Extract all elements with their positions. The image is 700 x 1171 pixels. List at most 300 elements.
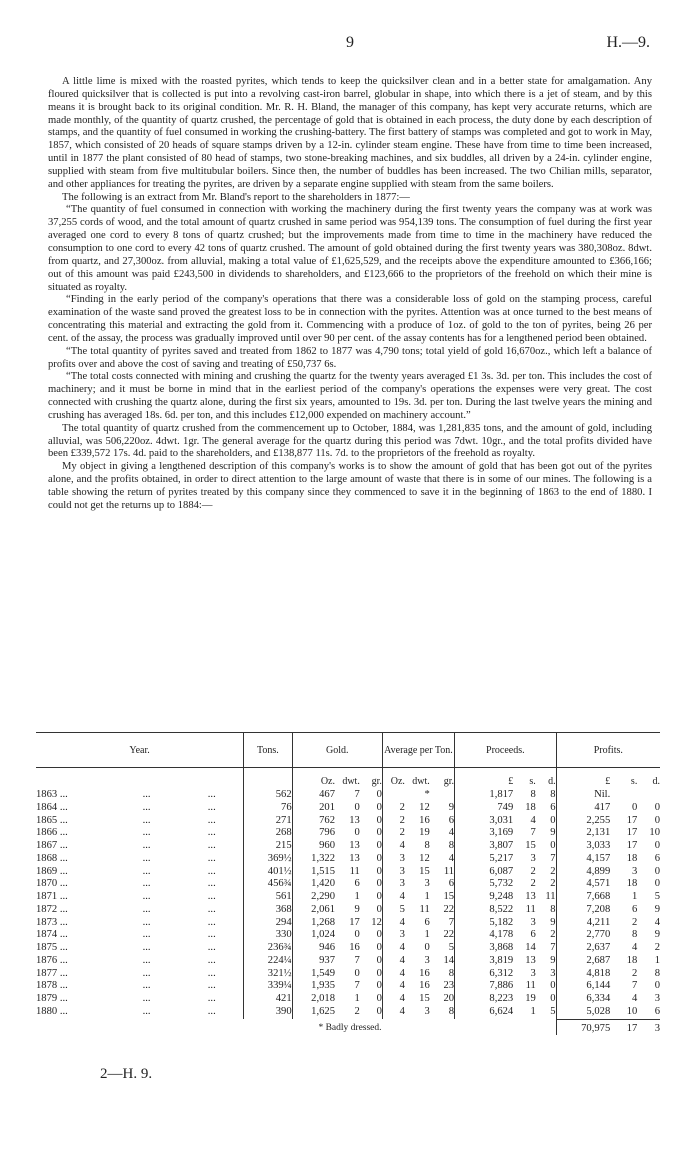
cell-p-s: 11: [525, 980, 536, 992]
cell-a-dwt: 15: [419, 993, 430, 1004]
cell-f-l: 2,770: [556, 929, 610, 942]
cell-g-oz: 1,024: [292, 929, 335, 942]
cell-year: 1874 ...: [36, 929, 68, 941]
cell-f-l: 7,208: [556, 904, 610, 917]
cell-g-gr: 0: [376, 801, 382, 813]
cell-g-dwt: 13: [349, 814, 360, 826]
cell-a-gr: 22: [443, 903, 455, 915]
table-row: [36, 802, 660, 815]
cell-a-oz: 4: [382, 993, 405, 1006]
cell-g-oz: 1,268: [292, 917, 335, 930]
cell-p-d: 8: [550, 789, 556, 800]
cell-g-dwt: 7: [354, 789, 360, 800]
cell-dots2: ...: [207, 852, 216, 864]
cell-p-d: 0: [550, 993, 556, 1004]
cell-p-l: 3,169: [455, 827, 514, 840]
cell-p-l: 3,031: [455, 815, 514, 828]
cell-dots2: ...: [207, 980, 216, 992]
cell-f-l: 6,334: [556, 993, 610, 1006]
cell-p-s: 8: [530, 789, 536, 800]
cell-dots2: ...: [207, 814, 216, 826]
cell-dots1: ...: [142, 865, 151, 877]
unit: s.: [529, 776, 536, 788]
cell-dots1: ...: [142, 852, 151, 864]
cell-g-oz: 960: [292, 840, 335, 853]
cell-year: 1871 ...: [36, 891, 68, 902]
cell-g-gr: 0: [376, 891, 382, 902]
cell-a-oz: 3: [382, 929, 405, 942]
cell-f-d: [637, 789, 660, 802]
cell-g-gr: 0: [376, 878, 382, 890]
table-header-row: [36, 733, 660, 768]
cell-dots1: ...: [142, 891, 151, 902]
cell-tons: 321½: [244, 968, 293, 981]
cell-p-s: 7: [530, 827, 536, 839]
cell-f-s: 18: [626, 852, 638, 864]
cell-year: 1866 ...: [36, 827, 68, 839]
cell-f-d: 0: [654, 878, 660, 890]
header-average: Average per Ton.: [382, 733, 454, 768]
cell-tons: 401½: [244, 866, 293, 879]
cell-p-s: 2: [530, 865, 536, 877]
cell-f-d: 6: [654, 1005, 660, 1017]
cell-a-oz: 4: [382, 942, 405, 955]
cell-year: 1872 ...: [36, 903, 68, 915]
cell-p-d: 5: [550, 1006, 556, 1017]
cell-f-d: 8: [654, 967, 660, 979]
unit: d.: [548, 776, 556, 788]
cell-p-l: 6,312: [455, 968, 514, 981]
paragraph-fuel: “The quantity of fuel consumed in connection with working the machinery during the first twenty years the company was at work was 37,255 cords of wood, and the total amount of quartz crushed in same period was 954,139 tons. The consumption of fuel during the first year averaged one cord to every 8 tons of quartz crushed; but the improvements made from time to time in the machinery have reduced the consumption to one cord to every 42 tons of quartz crushed. The amount of gold obtained during the first twenty years was 380,308oz. 8dwt. from quartz, and 27,300oz. from alluvial, making a total value of £1,625,529, and the receipts above the expenditure amounted to £366,166; out of this amount was paid £243,500 in dividends to shareholders, and £123,666 to the proprietors of the freehold on which their mine is situated as royalty.: [48, 204, 652, 293]
cell-g-gr: 0: [376, 789, 382, 800]
unit: dwt.: [342, 776, 360, 788]
cell-p-l: 4,178: [455, 929, 514, 942]
cell-f-d: 9: [654, 929, 660, 941]
cell-p-d: 2: [550, 865, 556, 877]
cell-f-s: 8: [632, 929, 638, 941]
cell-dots2: ...: [207, 878, 216, 890]
cell-dots2: ...: [207, 840, 216, 851]
cell-p-l: 3,868: [455, 942, 514, 955]
cell-year: 1864 ...: [36, 801, 68, 813]
cell-dots1: ...: [142, 814, 151, 826]
cell-year: 1875 ...: [36, 942, 68, 953]
cell-a-gr: 5: [448, 942, 455, 953]
cell-g-oz: 796: [292, 827, 335, 840]
cell-a-dwt: 16: [419, 814, 430, 826]
table-row: [36, 904, 660, 917]
cell-a-gr: 6: [448, 878, 455, 890]
cell-dots2: ...: [207, 801, 216, 813]
cell-year: 1870 ...: [36, 878, 68, 890]
cell-dots2: ...: [207, 916, 216, 928]
units-row: [36, 768, 660, 790]
cell-p-s: 19: [525, 993, 536, 1004]
cell-dots2: ...: [207, 967, 216, 979]
cell-p-s: 3: [530, 967, 536, 979]
cell-f-d: 0: [654, 865, 660, 877]
cell-f-s: 1: [632, 891, 638, 902]
cell-a-dwt: 6: [424, 916, 430, 928]
cell-a-gr: [430, 789, 455, 802]
cell-p-l: 5,732: [455, 878, 514, 891]
cell-g-gr: 0: [376, 954, 382, 966]
cell-f-d: 0: [654, 814, 660, 826]
cell-a-gr: 8: [448, 840, 455, 851]
cell-g-gr: 0: [376, 840, 382, 851]
cell-year: 1877 ...: [36, 967, 68, 979]
cell-g-gr: 0: [376, 865, 382, 877]
header-year: Year.: [36, 733, 244, 768]
cell-a-oz: 3: [382, 878, 405, 891]
cell-f-l: 2,637: [556, 942, 610, 955]
cell-f-l: 417: [556, 802, 610, 815]
table-row: [36, 891, 660, 904]
cell-f-d: 10: [649, 827, 660, 839]
cell-a-dwt: *: [424, 789, 430, 800]
cell-dots1: ...: [142, 916, 151, 928]
cell-p-l: 1,817: [455, 789, 514, 802]
cell-dots1: ...: [142, 878, 151, 890]
cell-p-s: 1: [530, 1006, 536, 1017]
cell-g-oz: 1,420: [292, 878, 335, 891]
header-tons: Tons.: [244, 733, 293, 768]
cell-tons: 421: [244, 993, 293, 1006]
cell-p-d: 9: [550, 827, 556, 839]
cell-a-dwt: 11: [419, 903, 430, 915]
cell-g-dwt: 1: [354, 891, 360, 902]
cell-a-oz: 4: [382, 891, 405, 904]
cell-p-l: 6,624: [455, 1006, 514, 1019]
paragraph-extract-intro: The following is an extract from Mr. Bland's report to the shareholders in 1877:—: [62, 191, 410, 203]
cell-p-l: 6,087: [455, 866, 514, 879]
unit: £: [455, 768, 514, 790]
paragraph-object: My object in giving a lengthened description of this company's works is to show the amount of gold that has been got out of the pyrites alone, and the profits obtained, in order to direct attention to the large amount of waste that there is in some of our mines. The following is a table showing the return of pyrites treated by this company since they commenced to save it in the beginning of 1863 to the end of 1880. I could not get the returns up to 1884:—: [48, 461, 652, 511]
cell-a-dwt: 12: [419, 801, 430, 813]
cell-g-dwt: 11: [349, 865, 360, 877]
cell-p-s: 3: [530, 916, 536, 928]
cell-a-gr: 20: [443, 993, 455, 1004]
cell-tons: 76: [244, 802, 293, 815]
cell-p-s: 13: [525, 891, 536, 902]
cell-p-s: 15: [525, 840, 536, 851]
cell-tons: 268: [244, 827, 293, 840]
cell-year: 1873 ...: [36, 916, 68, 928]
cell-g-gr: 0: [376, 814, 382, 826]
cell-g-dwt: 17: [349, 916, 360, 928]
cell-a-dwt: 1: [424, 929, 430, 941]
cell-f-d: 5: [654, 891, 660, 902]
cell-g-gr: 0: [376, 1006, 382, 1017]
cell-year: 1876 ...: [36, 954, 68, 966]
cell-g-gr: 12: [371, 916, 382, 928]
cell-g-oz: 1,322: [292, 853, 335, 866]
cell-f-s: 17: [626, 827, 638, 839]
cell-g-oz: 762: [292, 815, 335, 828]
cell-tons: 330: [244, 929, 293, 942]
table-row: [36, 955, 660, 968]
cell-g-gr: 0: [376, 993, 382, 1004]
cell-g-oz: 2,061: [292, 904, 335, 917]
cell-a-oz: [382, 789, 405, 802]
table-row: [36, 1006, 660, 1019]
cell-f-s: [610, 789, 637, 802]
cell-f-s: 0: [632, 801, 638, 813]
cell-g-oz: 467: [292, 789, 335, 802]
cell-g-oz: 1,935: [292, 980, 335, 993]
cell-a-oz: 2: [382, 802, 405, 815]
document-reference: H.—9.: [606, 34, 650, 51]
cell-tons: 339¼: [244, 980, 293, 993]
cell-f-d: 4: [654, 916, 660, 928]
cell-dots1: ...: [142, 954, 151, 966]
cell-a-dwt: 1: [424, 891, 430, 902]
cell-f-l: 4,211: [556, 917, 610, 930]
cell-p-d: 7: [550, 942, 556, 953]
cell-f-l: 4,818: [556, 968, 610, 981]
cell-a-oz: 3: [382, 866, 405, 879]
cell-p-s: 14: [525, 942, 536, 953]
unit: Oz.: [292, 768, 335, 790]
unit: £: [556, 768, 610, 790]
cell-g-gr: 0: [376, 929, 382, 941]
unit: gr.: [443, 776, 455, 788]
cell-p-d: 2: [550, 929, 556, 941]
cell-f-l: 2,687: [556, 955, 610, 968]
table-row: [36, 866, 660, 879]
cell-g-dwt: 7: [354, 954, 360, 966]
footnote: * Badly dressed.: [318, 1023, 382, 1033]
cell-f-s: 18: [626, 954, 638, 966]
cell-f-s: 2: [632, 916, 638, 928]
cell-a-gr: 4: [448, 827, 455, 839]
cell-f-s: 4: [632, 993, 638, 1004]
cell-a-dwt: 3: [424, 1006, 430, 1017]
cell-a-dwt: 8: [424, 840, 430, 851]
cell-f-l: 5,028: [556, 1006, 610, 1019]
cell-p-d: 9: [550, 954, 556, 966]
cell-p-d: 11: [545, 891, 556, 902]
cell-g-oz: 2,290: [292, 891, 335, 904]
paragraph-lime: A little lime is mixed with the roasted pyrites, which tends to keep the quicksilver clean and in a better state for amalgamation. Any floured quicksilver that is collected is put into a revolving cast-iron barrel, globular in shape, into which there is a jet of steam, and by this means it is brought back to its original condition. Mr. R. H. Bland, the manager of this company, has kept very accurate returns, which are made monthly, of the quantity of quartz crushed, the percentage of gold that is obtained in each process, the duty done by each description of stamps, and the quantity of fuel consumed in working the crushing-battery. The first battery of stamps was completed and got to work in May, 1857, which consisted of 20 heads of square stamps driven by a 12-in. cylinder steam engine. These have from time to time been increased, until in 1877 the plant consisted of 80 head of stamps, two stone-breaking machines, and six buddles, all driven by a 24-in. cylinder engine, supplied with steam from five multitubular boilers. Since then, the number of buddles has been increased. The two Chilian mills, separator, and other appliances for treating the pyrites, are driven by a separate engine supplied with steam from the same boilers.: [48, 76, 652, 190]
cell-p-d: 9: [550, 916, 556, 928]
table-row: [36, 993, 660, 1006]
cell-p-s: 18: [525, 801, 536, 813]
cell-tons: 368: [244, 904, 293, 917]
cell-tons: 369½: [244, 853, 293, 866]
table-row: [36, 853, 660, 866]
table-row: [36, 917, 660, 930]
cell-dots2: ...: [207, 865, 216, 877]
cell-f-d: 2: [654, 942, 660, 953]
table-row: [36, 815, 660, 828]
cell-p-l: 9,248: [455, 891, 514, 904]
cell-dots2: ...: [207, 1006, 216, 1017]
cell-a-dwt: 3: [424, 878, 430, 890]
cell-p-l: 7,886: [455, 980, 514, 993]
pyrites-returns-table: [36, 732, 660, 1035]
cell-f-s: 6: [632, 903, 638, 915]
cell-p-d: 2: [550, 878, 556, 890]
cell-tons: 271: [244, 815, 293, 828]
cell-year: 1880 ...: [36, 1006, 68, 1017]
cell-p-d: 3: [550, 967, 556, 979]
cell-a-gr: 23: [443, 980, 455, 992]
total-profits-l: 70,975: [556, 1019, 610, 1035]
cell-dots2: ...: [207, 789, 216, 800]
cell-p-d: 0: [550, 840, 556, 851]
cell-f-d: 0: [654, 801, 660, 813]
cell-a-oz: 4: [382, 917, 405, 930]
signature-mark: 2—H. 9.: [100, 1066, 153, 1082]
cell-a-oz: 4: [382, 980, 405, 993]
cell-a-gr: 9: [448, 801, 455, 813]
cell-p-l: 5,217: [455, 853, 514, 866]
cell-a-gr: 6: [448, 814, 455, 826]
cell-tons: 456¾: [244, 878, 293, 891]
cell-dots2: ...: [207, 942, 216, 953]
cell-f-s: 3: [632, 865, 638, 877]
cell-f-d: 6: [654, 852, 660, 864]
cell-p-l: 5,182: [455, 917, 514, 930]
cell-p-s: 11: [525, 903, 536, 915]
cell-f-s: 4: [632, 942, 638, 953]
header-proceeds: Proceeds.: [455, 733, 557, 768]
cell-tons: 215: [244, 840, 293, 853]
header-gold: Gold.: [292, 733, 382, 768]
cell-tons: 236¾: [244, 942, 293, 955]
cell-f-l: Nil.: [556, 789, 610, 802]
total-profits-d: 3: [637, 1019, 660, 1035]
cell-p-d: 8: [550, 903, 556, 915]
cell-p-l: 8,223: [455, 993, 514, 1006]
cell-p-s: 6: [530, 929, 536, 941]
cell-p-s: 3: [530, 852, 536, 864]
cell-f-l: 7,668: [556, 891, 610, 904]
paragraph-costs: “The total costs connected with mining and crushing the quartz for the twenty years averaged £1 3s. 3d. per ton. This includes the cost of machinery; and it must be borne in mind that in the earliest period of the company's operations the expenses were very great. The cost connected with crushing the quartz alone, during the first six years, amounted to 19s. 3d. per ton. During the last twelve years the mining and crushing has averaged 18s. 6d. per ton, and this includes £12,000 expended on machinery account.”: [48, 371, 652, 421]
cell-g-dwt: 7: [354, 980, 360, 992]
cell-year: 1863 ...: [36, 789, 68, 800]
cell-tons: 562: [244, 789, 293, 802]
table-row: [36, 929, 660, 942]
cell-a-oz: 4: [382, 955, 405, 968]
cell-g-gr: 0: [376, 903, 382, 915]
cell-a-oz: 2: [382, 827, 405, 840]
table-row: [36, 968, 660, 981]
page-number: 9: [346, 34, 354, 51]
cell-g-dwt: 16: [349, 942, 360, 953]
cell-g-dwt: 13: [349, 852, 360, 864]
cell-g-gr: 0: [376, 852, 382, 864]
cell-f-l: 4,157: [556, 853, 610, 866]
cell-dots2: ...: [207, 929, 216, 941]
cell-g-dwt: 2: [354, 1006, 360, 1017]
cell-p-d: 0: [550, 814, 556, 826]
cell-a-gr: 7: [448, 916, 455, 928]
cell-year: 1867 ...: [36, 840, 68, 851]
cell-a-dwt: 15: [419, 865, 430, 877]
cell-dots2: ...: [207, 903, 216, 915]
cell-dots2: ...: [207, 827, 216, 839]
cell-dots1: ...: [142, 827, 151, 839]
cell-g-gr: 0: [376, 967, 382, 979]
paragraph-pyrites-loss: “Finding in the early period of the company's operations that there was a considerable loss of gold on the stamping process, careful examination of the waste sand proved the greatest loss to be in connection with the pyrites. Attention was at once turned to the best means of concentrating this material and extracting the gold from it. Commencing with a produce of 1oz. of gold to the ton of pyrites, being 26 per cent. of the assay, the process was gradually improved until over 90 per cent. of the assay contents has for a lengthened period been obtained.: [48, 294, 652, 344]
body-text: [48, 76, 652, 513]
cell-g-oz: 937: [292, 955, 335, 968]
cell-a-dwt: 19: [419, 827, 430, 839]
cell-tons: 224¼: [244, 955, 293, 968]
cell-g-oz: 1,625: [292, 1006, 335, 1019]
cell-dots1: ...: [142, 801, 151, 813]
table-row: [36, 942, 660, 955]
cell-g-dwt: 0: [354, 967, 360, 979]
cell-year: 1879 ...: [36, 993, 68, 1004]
cell-dots1: ...: [142, 789, 151, 800]
cell-a-gr: 15: [443, 891, 455, 902]
cell-a-gr: 22: [443, 929, 455, 941]
cell-a-oz: 3: [382, 853, 405, 866]
cell-g-gr: 0: [376, 942, 382, 953]
cell-g-dwt: 0: [354, 801, 360, 813]
cell-a-oz: 2: [382, 815, 405, 828]
cell-f-s: 2: [632, 967, 638, 979]
cell-g-dwt: 0: [354, 929, 360, 941]
table-row: [36, 878, 660, 891]
cell-p-l: 749: [455, 802, 514, 815]
cell-year: 1868 ...: [36, 852, 68, 864]
cell-a-oz: 5: [382, 904, 405, 917]
cell-a-gr: 11: [443, 865, 455, 877]
cell-dots1: ...: [142, 840, 151, 851]
cell-year: 1878 ...: [36, 980, 68, 992]
cell-p-d: 6: [550, 801, 556, 813]
cell-f-s: 18: [626, 878, 638, 890]
cell-dots1: ...: [142, 903, 151, 915]
cell-a-gr: 8: [448, 1006, 455, 1017]
unit: Oz.: [382, 768, 405, 790]
cell-f-l: 2,131: [556, 827, 610, 840]
table-row: [36, 980, 660, 993]
cell-dots2: ...: [207, 993, 216, 1004]
cell-f-d: 0: [654, 840, 660, 851]
table-row: [36, 789, 660, 802]
cell-f-s: 10: [626, 1005, 638, 1017]
cell-g-dwt: 9: [354, 903, 360, 915]
header-profits: Profits.: [556, 733, 660, 768]
cell-g-oz: 2,018: [292, 993, 335, 1006]
unit: s.: [630, 776, 638, 788]
cell-g-gr: 0: [376, 980, 382, 992]
cell-p-s: 2: [530, 878, 536, 890]
total-profits-s: 17: [610, 1019, 637, 1035]
cell-g-dwt: 0: [354, 827, 360, 839]
unit: gr.: [371, 776, 382, 788]
cell-p-s: 4: [530, 814, 536, 826]
cell-a-dwt: 0: [424, 942, 430, 953]
cell-dots1: ...: [142, 929, 151, 941]
cell-a-dwt: 16: [419, 967, 430, 979]
cell-f-d: 0: [654, 980, 660, 992]
cell-dots2: ...: [207, 954, 216, 966]
cell-a-oz: 4: [382, 840, 405, 853]
unit: dwt.: [412, 776, 430, 788]
cell-p-l: 3,807: [455, 840, 514, 853]
cell-g-oz: 946: [292, 942, 335, 955]
cell-tons: 294: [244, 917, 293, 930]
table-row: [36, 827, 660, 840]
cell-f-s: 17: [626, 814, 638, 826]
cell-a-oz: 4: [382, 1006, 405, 1019]
